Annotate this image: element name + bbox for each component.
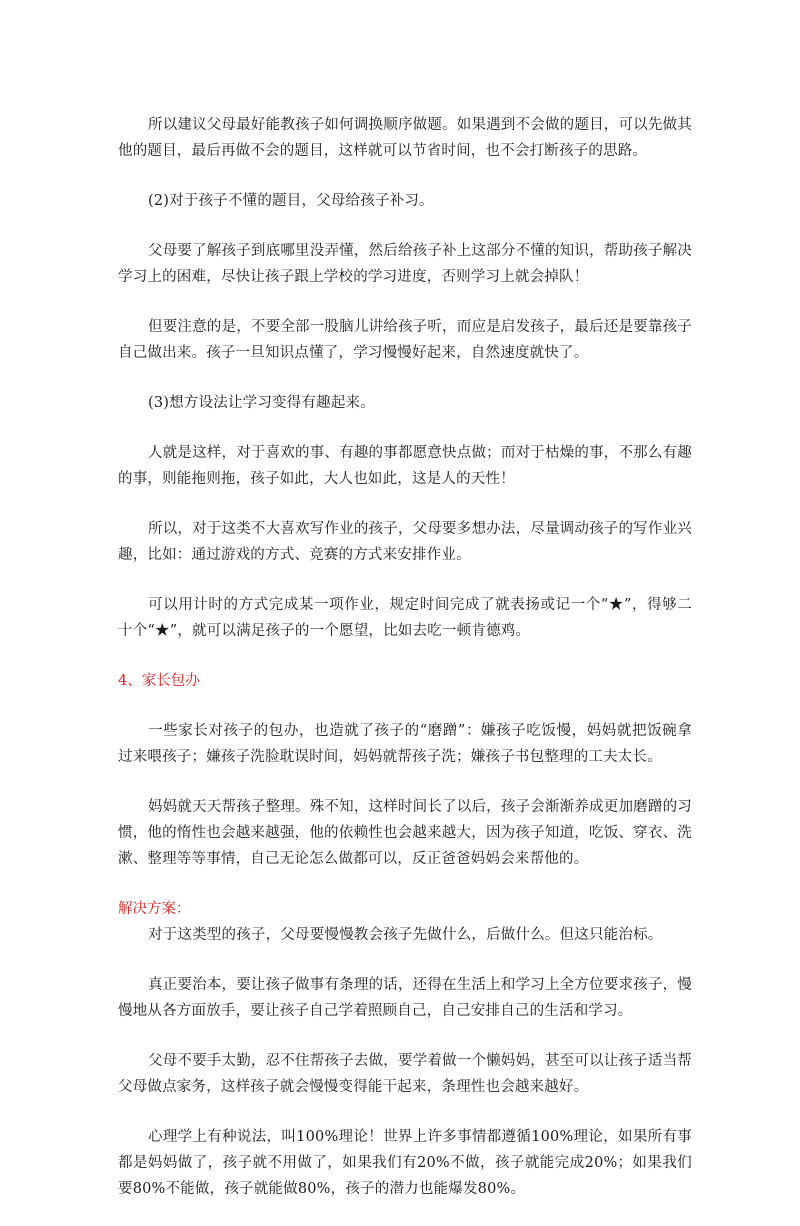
paragraph-parent-takeover: 一些家长对孩子的包办，也造就了孩子的“磨蹭”：嫌孩子吃饭慢，妈妈就把饭碗拿过来喂孩子；嫌孩子洗脸耽误时间，妈妈就帮孩子洗；嫌孩子书包整理的工夫太长。 [118,723,692,765]
solution-label: 解决方案： [118,901,191,917]
paragraph-lazy-mom: 父母不要手太勤，忍不住帮孩子去做，要学着做一个懒妈妈，甚至可以让孩子适当帮父母做点家务，这样孩子就会慢慢变得能干起来，条理性也会越来越好。 [118,1053,692,1095]
paragraph-fun-learning-point: (3)想方设法让学习变得有趣起来。 [148,395,375,411]
paragraph-games-competitions: 所以，对于这类不大喜欢写作业的孩子，父母要多想办法，尽量调动孩子的写作业兴趣，比如：通过游戏的方式、竞赛的方式来安排作业。 [118,521,692,563]
paragraph-fill-gaps: 父母要了解孩子到底哪里没弄懂，然后给孩子补上这部分不懂的知识，帮助孩子解决学习上的困难，尽快让孩子跟上学校的学习进度，否则学习上就会掉队！ [118,243,692,285]
paragraph-tutoring-point: (2)对于孩子不懂的题目，父母给孩子补习。 [148,193,434,209]
paragraph-100-percent-theory: 心理学上有种说法，叫100%理论！世界上许多事情都遵循100%理论，如果所有事都是妈妈做了，孩子就不用做了，如果我们有20%不做，孩子就能完成20%；如果我们要80%不能做，孩子就能做80%，孩子的潜力也能爆发80%。 [118,1129,692,1197]
paragraph-human-nature: 人就是这样，对于喜欢的事、有趣的事都愿意快点做；而对于枯燥的事，不那么有趣的事，则能拖则拖，孩子如此，大人也如此，这是人的天性！ [118,445,692,487]
paragraph-timer-stars: 可以用计时的方式完成某一项作业，规定时间完成了就表扬或记一个“★”，得够二十个“★”，就可以满足孩子的一个愿望，比如去吃一顿肯德鸡。 [118,597,692,639]
paragraph-reorder-questions: 所以建议父母最好能教孩子如何调换顺序做题。如果遇到不会做的题目，可以先做其他的题目，最后再做不会的题目，这样就可以节省时间，也不会打断孩子的思路。 [118,117,692,159]
section-heading-parent-takeover: 4、家长包办 [118,673,200,689]
document-page [118,112,692,1226]
paragraph-inspire-child: 但要注意的是，不要全部一股脑儿讲给孩子听，而应是启发孩子，最后还是要靠孩子自己做出来。孩子一旦知识点懂了，学习慢慢好起来，自然速度就快了。 [118,319,692,361]
paragraph-root-cause: 真正要治本，要让孩子做事有条理的话，还得在生活上和学习上全方位要求孩子，慢慢地从各方面放手，要让孩子自己学着照顾自己，自己安排自己的生活和学习。 [118,977,692,1019]
paragraph-teach-order: 对于这类型的孩子，父母要慢慢教会孩子先做什么，后做什么。但这只能治标。 [148,927,663,943]
paragraph-dependency: 妈妈就天天帮孩子整理。殊不知，这样时间长了以后，孩子会渐渐养成更加磨蹭的习惯，他的惰性也会越来越强，他的依赖性也会越来越大，因为孩子知道，吃饭、穿衣、洗漱、整理等等事情，自己无论怎么做都可以，反正爸爸妈妈会来帮他的。 [118,799,692,867]
